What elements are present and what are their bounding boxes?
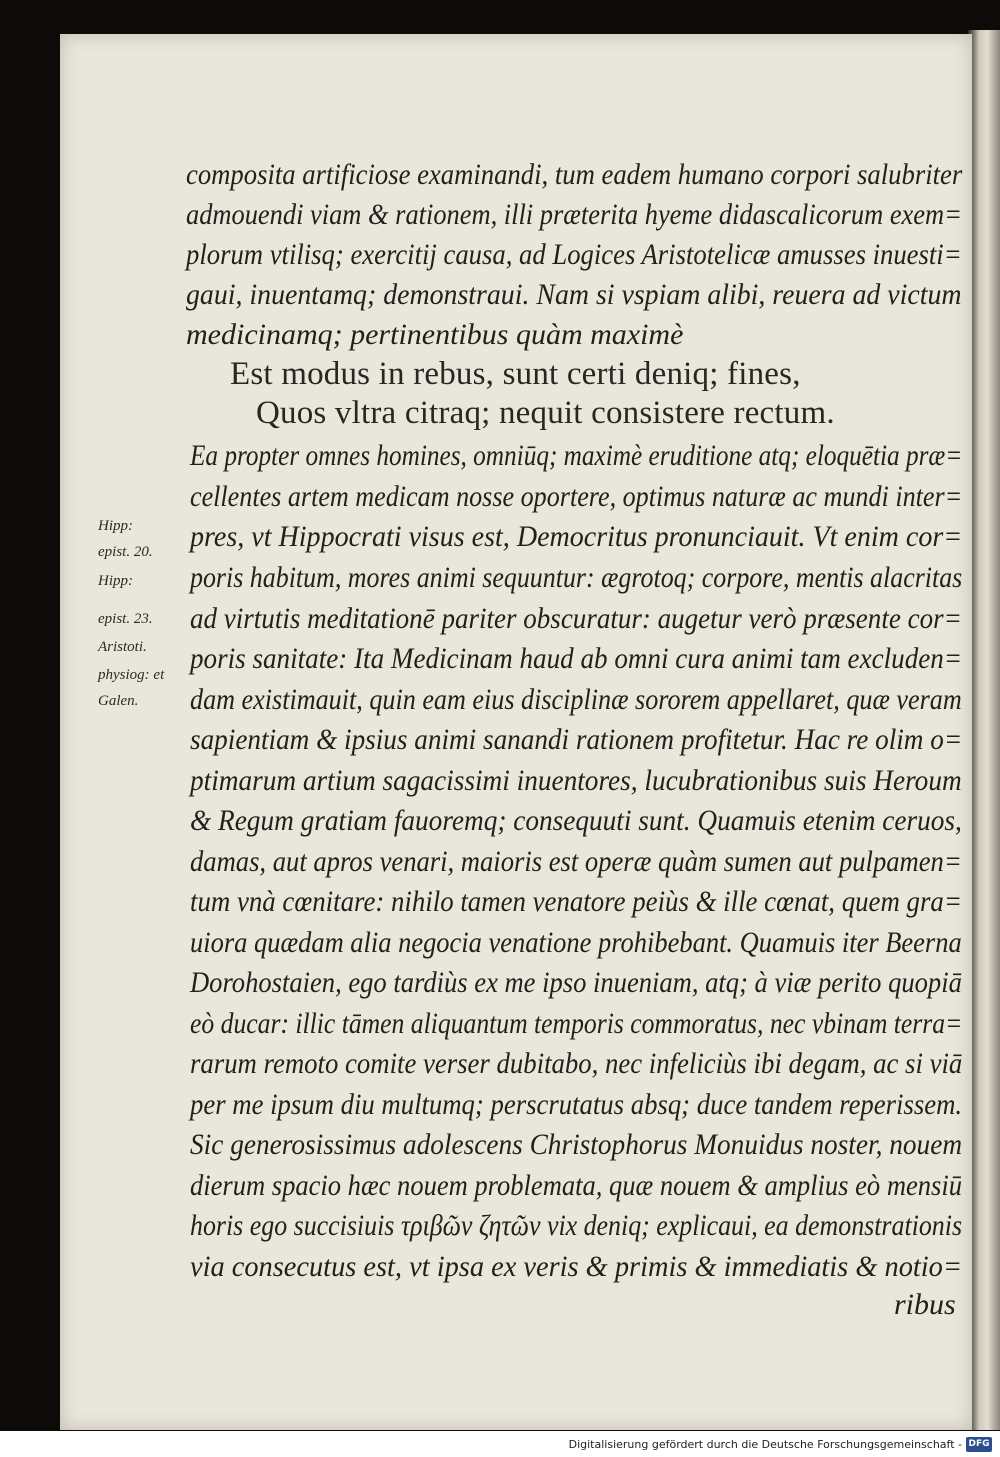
margin-note-6: physiog: et (98, 667, 165, 683)
text-line-6: Ea propter omnes homines, omniūq; maximè eruditione atq; eloquētia præ= (190, 439, 963, 472)
text-line-15: & Regum gratiam fauoremq; consequuti sunt. Quamuis etenim ceruos, (190, 804, 962, 837)
margin-note-3: Hipp: (98, 573, 133, 589)
text-line-19: Dorohostaien, ego tardiùs ex me ipso inueniam, atq; à viæ perito quopiā (190, 966, 962, 999)
text-line-26: via consecutus est, vt ipsa ex veris & primis & immediatis & notio= (190, 1250, 963, 1283)
text-line-18: uiora quædam alia negocia venatione prohibebant. Quamuis iter Beerna (190, 926, 962, 959)
text-line-21: rarum remoto comite verser dubitabo, nec infeliciùs ibi degam, ac si viā (190, 1047, 963, 1080)
dfg-logo-icon: DFG (966, 1437, 992, 1452)
margin-note-4: epist. 23. (98, 611, 153, 627)
margin-note-1: Hipp: (98, 518, 133, 534)
text-line-13: sapientiam & ipsius animi sanandi rationem profitetur. Hac re olim o= (190, 723, 963, 756)
footer-credit: Digitalisierung gefördert durch die Deutsche Forschungsgemeinschaft - (568, 1438, 962, 1451)
text-line-9: poris habitum, mores animi sequuntur: ægrotoq; corpore, mentis alacritas (190, 561, 963, 594)
text-line-11: poris sanitate: Ita Medicinam haud ab omni cura animi tam excluden= (190, 642, 963, 675)
text-line-4: gaui, inuentamq; demonstraui. Nam si vspiam alibi, reuera ad victum (186, 278, 962, 311)
text-line-10: ad virtutis meditationē pariter obscuratur: augetur verò præsente cor= (190, 602, 962, 635)
margin-note-5: Aristoti. (98, 639, 147, 655)
text-line-5: medicinamq; pertinentibus quàm maximè (186, 318, 684, 351)
text-line-20: eò ducar: illic tāmen aliquantum temporis commoratus, nec vbinam terra= (190, 1007, 963, 1040)
text-line-14: ptimarum artium sagacissimi inuentores, lucubrationibus suis Heroum (190, 764, 962, 797)
margin-note-7: Galen. (98, 693, 139, 709)
book-edge (968, 30, 1000, 1430)
text-line-24: dierum spacio hæc nouem problemata, quæ nouem & amplius eò mensiū (190, 1169, 962, 1202)
text-line-2: admouendi viam & rationem, illi præterita hyeme didascalicorum exem= (186, 198, 962, 231)
text-line-23: Sic generosissimus adolescens Christophorus Monuidus noster, nouem (190, 1128, 963, 1161)
text-line-16: damas, aut apros venari, maioris est operæ quàm sumen aut pulpamen= (190, 845, 962, 878)
text-line-17: tum vnà cœnitare: nihilo tamen venatore peiùs & ille cœnat, quem gra= (190, 885, 962, 918)
catchword: ribus (894, 1288, 956, 1321)
text-line-8: pres, vt Hippocrati visus est, Democritus pronunciauit. Vt enim cor= (190, 520, 963, 553)
text-line-1: composita artificiose examinandi, tum eadem humano corpori salubriter (186, 158, 963, 191)
verse-line-2: Quos vltra citraq; nequit consistere rectum. (256, 395, 835, 431)
text-line-22: per me ipsum diu multumq; perscrutatus absq; duce tandem reperissem. (190, 1088, 963, 1121)
text-line-3: plorum vtilisq; exercitij causa, ad Logices Aristotelicæ amusses inuesti= (186, 238, 962, 271)
verse-line-1: Est modus in rebus, sunt certi deniq; fines, (230, 356, 801, 392)
text-line-12: dam existimauit, quin eam eius disciplinæ sororem appellaret, quæ veram (190, 683, 962, 716)
text-line-7: cellentes artem medicam nosse oportere, optimus naturæ ac mundi inter= (190, 480, 963, 513)
margin-note-2: epist. 20. (98, 544, 153, 560)
text-line-25: horis ego succisiuis τριβῶν ζητῶν vix deniq; explicaui, ea demonstrationis (190, 1209, 963, 1242)
